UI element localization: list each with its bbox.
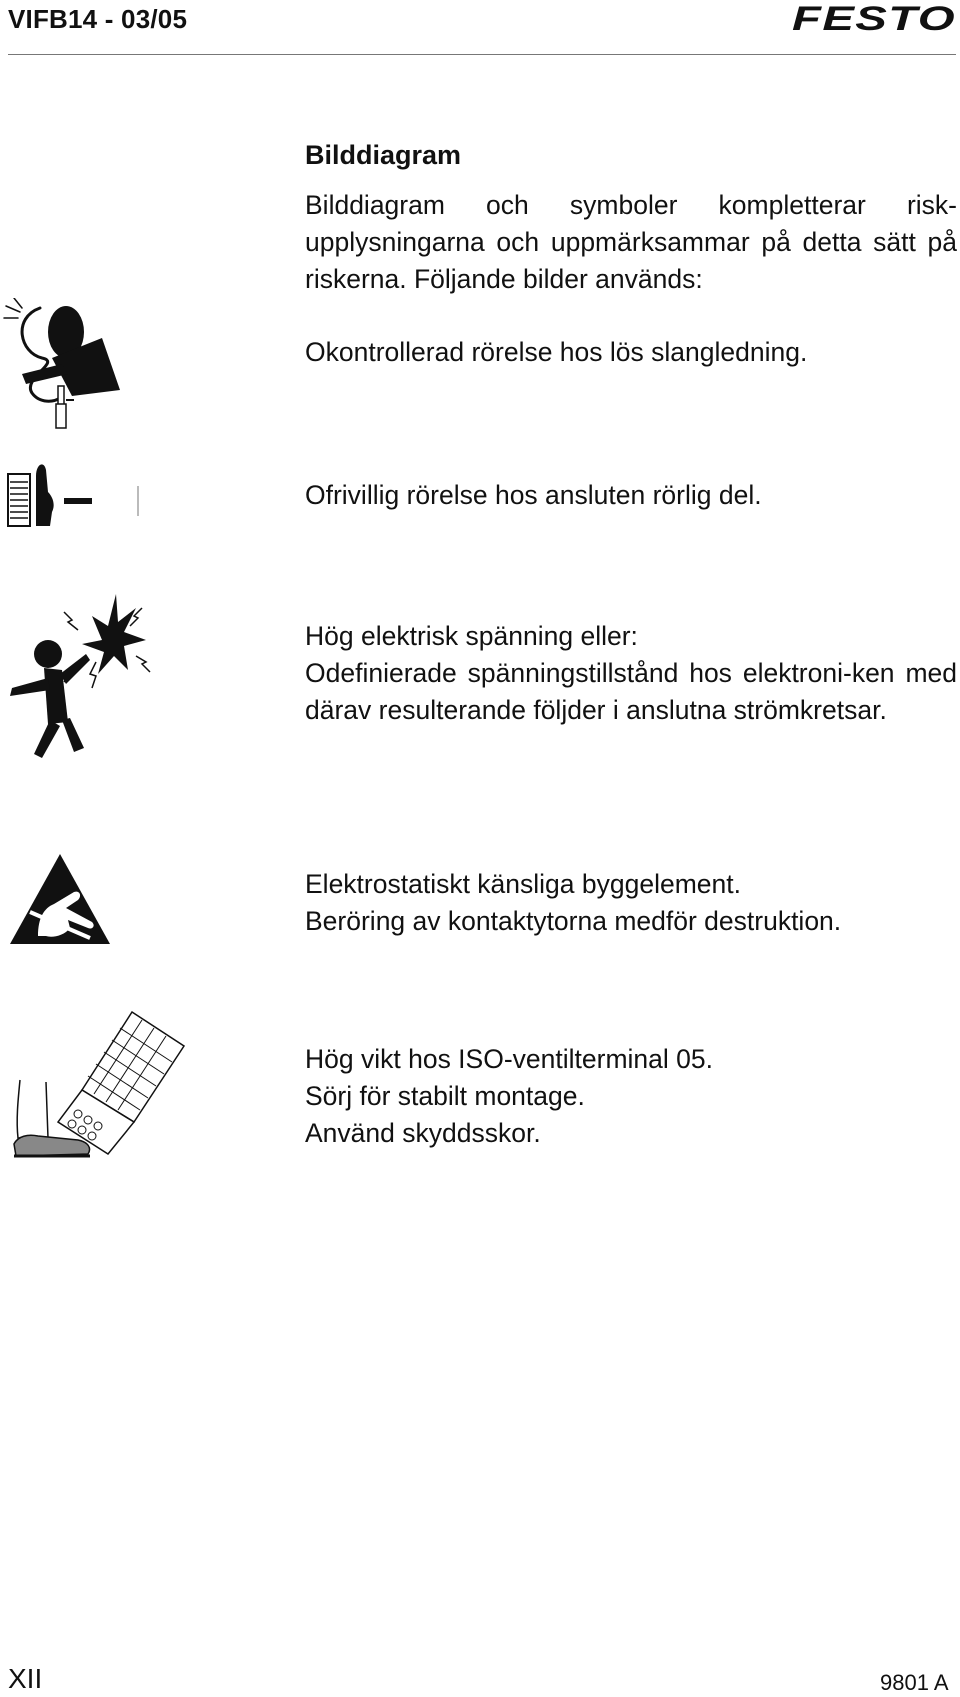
item-4-line-1: Elektrostatiskt känsliga byggelement. (305, 869, 741, 899)
item-4-line-2: Beröring av kontaktytorna medför destruktion. (305, 906, 842, 936)
item-5-line-3: Använd skyddsskor. (305, 1118, 541, 1148)
document-code: VIFB14 - 03/05 (8, 4, 188, 34)
item-4-text (305, 866, 957, 940)
festo-logo (790, 2, 958, 34)
logo-text: FESTO (792, 2, 956, 34)
item-3-line-1: Hög elektrisk spänning eller: (305, 621, 638, 651)
item-2-line-1: Ofrivillig rörelse hos ansluten rörlig del. (305, 480, 762, 510)
section-intro: Bilddiagram och symboler kompletterar risk-upplysningarna och uppmärksammar på detta sätt på riskerna. Följande bilder används: (305, 190, 957, 294)
loose-hose-icon (2, 298, 122, 438)
item-5-line-1: Hög vikt hos ISO-ventilterminal 05. (305, 1044, 713, 1074)
item-3-line-2: Odefinierade spänningstillstånd hos elektroni-ken med därav resulterande följder i anslutna strömkretsar. (305, 658, 957, 725)
item-5-text (305, 1041, 957, 1152)
item-5-line-2: Sörj för stabilt montage. (305, 1081, 585, 1111)
header-divider (8, 54, 956, 55)
item-1-text (305, 334, 957, 371)
item-3-text (305, 618, 957, 729)
heavy-weight-foot-icon (8, 1010, 188, 1166)
section-title: Bilddiagram (305, 140, 462, 170)
moving-part-icon (6, 456, 142, 532)
esd-warning-icon (8, 852, 112, 946)
item-2-text (305, 477, 957, 514)
page-number: XII (8, 1663, 43, 1694)
edition-code: 9801 A (880, 1670, 949, 1695)
item-1-line-1: Okontrollerad rörelse hos lös slangledning. (305, 337, 808, 367)
electric-shock-icon (4, 592, 154, 762)
